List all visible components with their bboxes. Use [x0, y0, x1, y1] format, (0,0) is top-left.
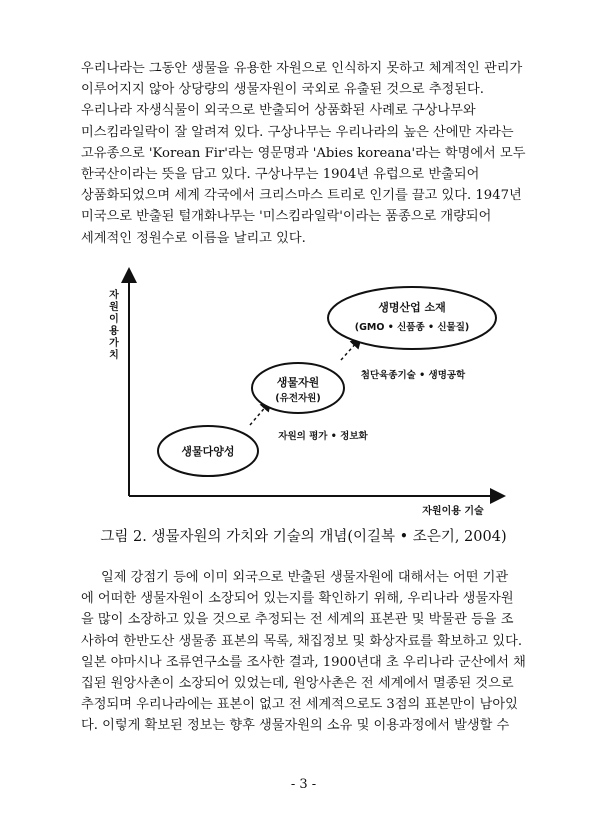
- text-line: 일제 강점기 등에 이미 외국으로 반출된 생물자원에 대해서는 어떤 기관: [101, 570, 509, 585]
- arrow-1: [250, 404, 268, 425]
- text-line: 사하여 한반도산 생물종 표본의 목록, 채집정보 및 화상자료를 확보하고 있다.: [81, 633, 523, 649]
- stage-2-sub: (유전자원): [275, 393, 321, 404]
- arrow-2: [341, 341, 358, 360]
- concept-diagram: [100, 263, 510, 523]
- text-line: 을 많이 소장하고 있을 것으로 추정되는 전 세계의 표본관 및 박물관 등을 조: [81, 612, 514, 628]
- body-paragraph: [81, 567, 527, 737]
- y-axis-char: 이: [109, 314, 119, 325]
- y-axis-char: 치: [109, 350, 119, 361]
- stage-1-label: 생물다양성: [181, 445, 235, 458]
- y-axis-label: [108, 288, 119, 361]
- page-number: - 3 -: [290, 777, 317, 792]
- y-axis-char: 원: [109, 302, 119, 313]
- text-line: 다. 이렇게 확보된 정보는 향후 생물자원의 소유 및 이용과정에서 발생할 수: [81, 718, 510, 734]
- y-axis-char: 자: [109, 290, 119, 301]
- stage-3-title: 생명산업 소재: [378, 301, 446, 314]
- stage-3-ellipse: [328, 287, 496, 349]
- diagram-canvas: [100, 263, 510, 523]
- x-axis-label: 자원이용 기술: [422, 506, 484, 517]
- text-line: 우리나라는 그동안 생물을 유용한 자원으로 인식하지 못하고 체계적인 관리가: [81, 61, 523, 76]
- text-line: 에 어떠한 생물자원이 소장되어 있는지를 확인하기 위해, 우리나라 생물자원: [81, 591, 514, 607]
- text-line: 이루어지지 않아 상당량의 생물자원이 국외로 유출된 것으로 추정된다.: [81, 82, 484, 98]
- y-axis-char: 용: [109, 326, 119, 337]
- text-line: 일본 야마시나 조류연구소를 조사한 결과, 1900년대 초 우리나라 군산에서 채: [81, 654, 526, 670]
- text-line: 한국산이라는 뜻을 담고 있다. 구상나무는 1904년 유럽으로 반출되어: [81, 167, 480, 183]
- step-2-label: 첨단육종기술 • 생명공학: [360, 370, 466, 381]
- text-line: 상품화되었으며 세계 각국에서 크리스마스 트리로 인기를 끌고 있다. 1947년: [81, 188, 522, 204]
- stage-3-sub: (GMO • 신품종 • 신물질): [354, 322, 470, 333]
- text-line: 집된 원앙사촌이 소장되어 있었는데, 원앙사촌은 전 세계에서 멸종된 것으로: [81, 676, 514, 692]
- figure-caption: 그림 2. 생물자원의 가치와 기술의 개념(이길복 • 조은기, 2004): [100, 529, 507, 545]
- text-line: 우리나라 자생식물이 외국으로 반출되어 상품화된 사례로 구상나무와: [81, 103, 476, 119]
- text-line: 미국으로 반출된 털개화나무는 '미스킴라일락'이라는 품종으로 개량되어: [81, 209, 492, 225]
- stage-2-title: 생물자원: [276, 376, 320, 389]
- text-line: 고유종으로 'Korean Fir'라는 영문명과 'Abies koreana'라는 학명에서 모두: [81, 145, 526, 161]
- intro-paragraph: [81, 58, 527, 249]
- text-line: 미스킴라일락이 잘 알려져 있다. 구상나무는 우리나라의 높은 산에만 자라는: [81, 124, 514, 140]
- step-1-label: 자원의 평가 • 정보화: [278, 431, 368, 442]
- y-axis-char: 가: [109, 338, 119, 349]
- text-line: 추정되며 우리나라에는 표본이 없고 전 세계적으로도 3점의 표본만이 남아있: [81, 697, 518, 713]
- text-line: 세계적인 정원수로 이름을 날리고 있다.: [81, 230, 306, 246]
